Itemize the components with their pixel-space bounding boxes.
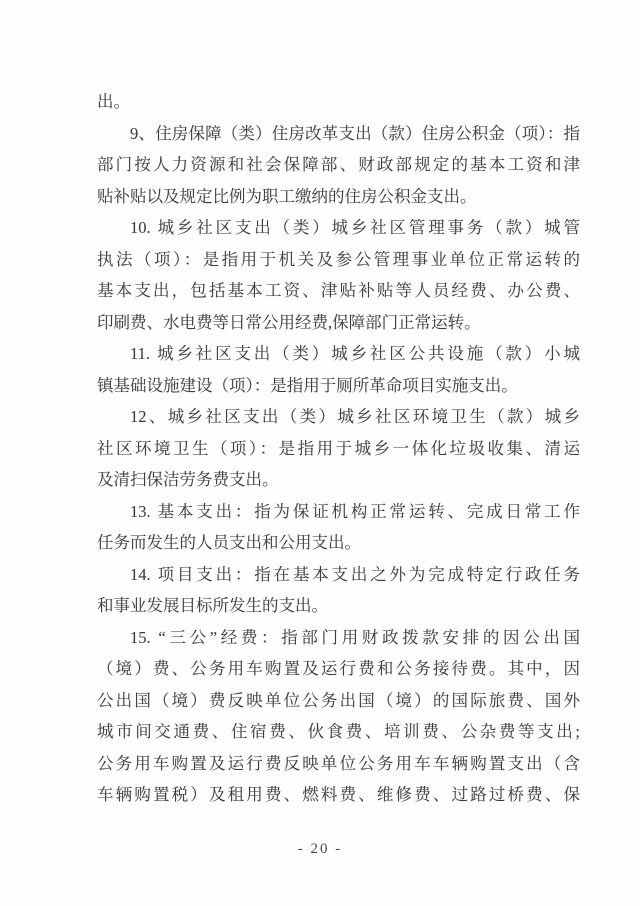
page-footer [0,841,640,858]
text-line: 出。 [97,92,130,111]
paragraph-item-9 [97,118,580,213]
page-number: - 20 - [297,841,343,857]
text-line: （境）费、公务用车购置及运行费和公务接待费。其中，因 [97,659,580,678]
paragraph-item-13 [97,496,580,559]
text-line: 镇基础设施建设（项）：是指用于厕所革命项目实施支出。 [97,375,518,395]
text-line: 及清扫保洁劳务费支出。 [97,470,279,489]
text-line: 11. 城乡社区支出（类）城乡社区公共设施（款）小城 [130,344,580,363]
paragraph-continuation [97,86,580,118]
text-line: 任务而发生的人员支出和公用支出。 [97,533,361,552]
text-line: 基本支出，包括基本工资、津贴补贴等人员经费、办公费、 [97,281,580,300]
text-line: 部门按人力资源和社会保障部、财政部规定的基本工资和津 [97,155,580,174]
paragraph-item-10 [97,212,580,338]
text-line: 贴补贴以及规定比例为职工缴纳的住房公积金支出。 [97,186,477,206]
text-line: 12、城乡社区支出（类）城乡社区环境卫生（款）城乡 [130,407,580,426]
paragraph-item-15 [97,622,580,811]
text-line: 印刷费、水电费等日常公用经费,保障部门正常运转。 [97,312,481,332]
text-line: 城市间交通费、住宿费、伙食费、培训费、公杂费等支出; [97,722,580,741]
text-line: 14. 项目支出：指在基本支出之外为完成特定行政任务 [130,564,580,584]
text-line: 13. 基本支出：指为保证机构正常运转、完成日常工作 [130,501,580,521]
text-line: 执法（项）：是指用于机关及参公管理事业单位正常运转的 [97,249,580,269]
text-line: 10. 城乡社区支出（类）城乡社区管理事务（款）城管 [130,218,580,237]
text-line: 公出国（境）费反映单位公务出国（境）的国际旅费、国外 [97,690,580,710]
text-line: 车辆购置税）及租用费、燃料费、维修费、过路过桥费、保 [97,785,580,804]
document-body [97,86,580,811]
paragraph-item-11 [97,338,580,401]
text-line: 公务用车购置及运行费反映单位公务用车车辆购置支出（含 [97,753,580,773]
text-line: 社区环境卫生（项）：是指用于城乡一体化垃圾收集、清运 [97,438,580,458]
text-line: 9、住房保障（类）住房改革支出（款）住房公积金（项）：指 [130,123,580,143]
paragraph-item-14 [97,559,580,622]
text-line: 15. “三公”经费：指部门用财政拨款安排的因公出国 [130,627,580,647]
text-line: 和事业发展目标所发生的支出。 [97,596,328,615]
paragraph-item-12 [97,401,580,496]
